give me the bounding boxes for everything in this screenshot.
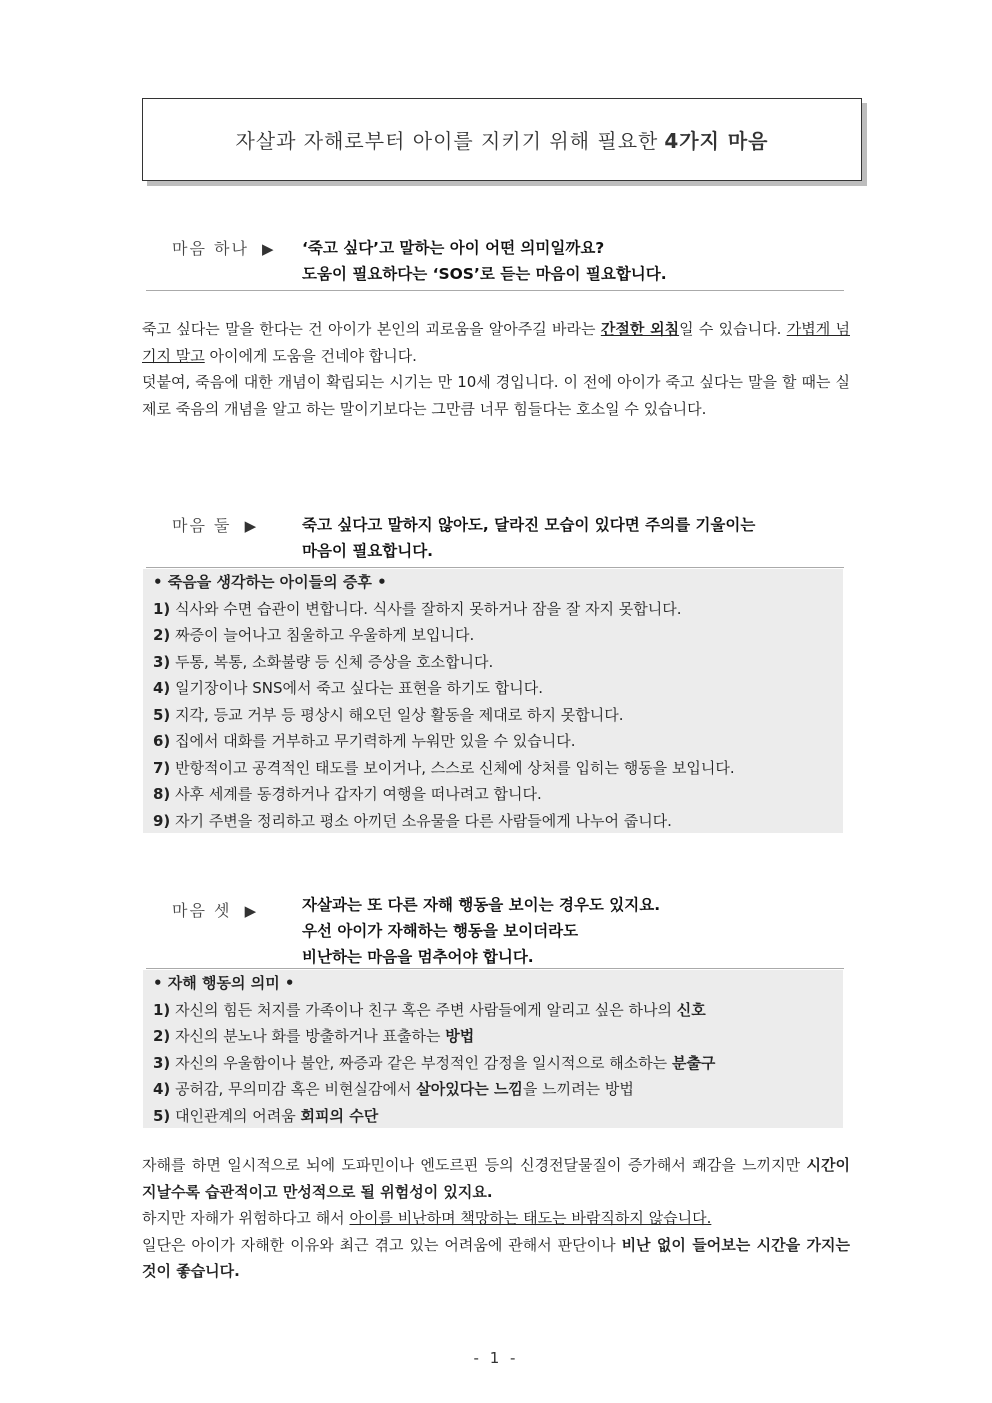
- item-emphasis: 방법: [445, 1027, 475, 1045]
- list-item: [153, 755, 843, 782]
- arrow-right-icon: ▶: [244, 517, 259, 535]
- item-number: 5): [153, 1106, 171, 1125]
- section1-label: [172, 236, 276, 259]
- item-number: 4): [153, 1080, 171, 1098]
- self-harm-box-title: • 자해 행동의 의미 •: [153, 974, 295, 992]
- section3-heading-line: 비난하는 마음을 멈추어야 합니다.: [302, 948, 534, 966]
- item-text: 일기장이나 SNS에서 죽고 싶다는 표현을 하기도 합니다.: [170, 679, 543, 697]
- section2-heading-line: 죽고 싶다고 말하지 않아도, 달라진 모습이 있다면 주의를 기울이는: [302, 516, 756, 534]
- list-item: [153, 702, 843, 729]
- item-number: 6): [153, 732, 171, 750]
- list-item: [153, 649, 843, 676]
- list-item: [153, 1076, 843, 1103]
- item-emphasis: 살아있다는 느낌: [416, 1080, 523, 1098]
- item-text: 반항적이고 공격적인 태도를 보이거나, 스스로 신체에 상처를 입히는 행동을 보입니다.: [170, 758, 735, 777]
- emphasis-text: 간절한 외침: [600, 320, 680, 338]
- section1-paragraph: [142, 316, 850, 422]
- list-item: [153, 622, 843, 649]
- list-item: [153, 808, 843, 835]
- text-run: 죽고 싶다는 말을 한다는 건 아이가 본인의 괴로움을 알아주길 바라는: [142, 320, 601, 338]
- text-run: 일 수 있습니다.: [679, 320, 787, 338]
- title-bold: 4가지 마음: [664, 129, 769, 153]
- title-box: [142, 98, 862, 181]
- item-number: 3): [153, 652, 171, 671]
- section1-heading: [302, 235, 667, 287]
- item-text: 자신의 분노나 화를 방출하거나 표출하는: [170, 1027, 446, 1045]
- emphasis-text: 시간이 지날수록 습관적이고 만성적으로 될 위험성이 있지요.: [142, 1156, 850, 1201]
- item-number: 1): [153, 1000, 171, 1019]
- signs-box-title: • 죽음을 생각하는 아이들의 증후 •: [153, 573, 387, 591]
- text-run: 아이에게 도움을 건네야 합니다.: [204, 346, 417, 365]
- section1-heading-line: 도움이 필요하다는 ‘SOS’로 듣는 마음이 필요합니다.: [302, 265, 667, 283]
- item-text: 대인관계의 어려움: [170, 1106, 301, 1125]
- item-number: 9): [153, 811, 171, 830]
- item-text: 집에서 대화를 거부하고 무기력하게 누워만 있을 수 있습니다.: [170, 732, 576, 750]
- text-run: 자해를 하면 일시적으로 뇌에 도파민이나 엔도르핀 등의 신경전달물질이 증가해서 쾌감을 느끼지만: [142, 1156, 807, 1174]
- section1-heading-line: ‘죽고 싶다’고 말하는 아이 어떤 의미일까요?: [302, 239, 605, 257]
- text-run: 하지만 자해가 위험하다고 해서: [142, 1209, 350, 1227]
- underlined-text: 가볍게 넘기지 말고: [142, 320, 850, 365]
- item-emphasis: 분출구: [671, 1053, 716, 1072]
- section3-label: [172, 898, 258, 921]
- divider: [146, 968, 844, 969]
- item-number: 3): [153, 1053, 171, 1072]
- divider: [146, 567, 844, 568]
- section1-p1: [142, 316, 850, 369]
- item-text: 공허감, 무의미감 혹은 비현실감에서: [170, 1080, 417, 1098]
- section2-label: [172, 513, 258, 536]
- item-text: 자신의 힘든 처지를 가족이나 친구 혹은 주변 사람들에게 알리고 싶은 하나의: [170, 1000, 677, 1019]
- list-item: [153, 596, 843, 623]
- arrow-right-icon: ▶: [262, 240, 276, 258]
- list-item: [153, 1103, 843, 1130]
- section2-label-text: 마음 둘: [172, 516, 232, 535]
- item-number: 7): [153, 758, 171, 777]
- section3-heading: [302, 892, 660, 970]
- underlined-text: 아이를 비난하며 책망하는 태도는 바람직하지 않습니다.: [349, 1209, 712, 1227]
- list-item: [153, 1023, 843, 1050]
- section3-heading-line: 우선 아이가 자해하는 행동을 보이더라도: [302, 922, 579, 940]
- section3-p3: [142, 1232, 850, 1285]
- self-harm-meaning-box: [143, 970, 843, 1128]
- section2-heading: [302, 512, 755, 564]
- item-number: 5): [153, 705, 171, 724]
- list-item: [153, 997, 843, 1024]
- divider: [146, 290, 844, 291]
- section3-paragraph: [142, 1152, 850, 1285]
- section1-label-text: 마음 하나: [172, 239, 249, 258]
- item-number: 2): [153, 1027, 171, 1045]
- title-text: 자살과 자해로부터 아이를 지키기 위해 필요한: [235, 129, 659, 153]
- section1-p2: 덧붙여, 죽음에 대한 개념이 확립되는 시기는 만 10세 경입니다. 이 전에 아이가 죽고 싶다는 말을 할 때는 실제로 죽음의 개념을 알고 하는 말이기보다는 그만큼 너무 힘들다는 호소일 수 있습니다.: [142, 373, 850, 418]
- item-number: 1): [153, 599, 171, 618]
- list-item: [153, 1050, 843, 1077]
- item-text-after: 을 느끼려는 방법: [522, 1080, 634, 1098]
- item-text: 자신의 우울함이나 불안, 짜증과 같은 부정적인 감정을 일시적으로 해소하는: [170, 1053, 672, 1072]
- item-text: 식사와 수면 습관이 변합니다. 식사를 잘하지 못하거나 잠을 잘 자지 못합니다.: [170, 599, 682, 618]
- list-item: [153, 675, 843, 702]
- item-emphasis: 신호: [676, 1000, 706, 1019]
- signs-box: [143, 569, 843, 833]
- item-number: 8): [153, 785, 171, 803]
- section2-heading-line: 마음이 필요합니다.: [302, 542, 434, 560]
- item-text: 두통, 복통, 소화불량 등 신체 증상을 호소합니다.: [170, 652, 494, 671]
- text-run: 일단은 아이가 자해한 이유와 최근 겪고 있는 어려움에 관해서 판단이나: [142, 1235, 622, 1254]
- section3-p1: [142, 1152, 850, 1205]
- item-text: 자기 주변을 정리하고 평소 아끼던 소유물을 다른 사람들에게 나누어 줍니다.: [170, 811, 672, 830]
- section3-heading-line: 자살과는 또 다른 자해 행동을 보이는 경우도 있지요.: [302, 896, 661, 914]
- emphasis-text: 비난 없이 들어보는 시간을 가지는 것이 좋습니다.: [142, 1235, 850, 1280]
- item-text: 사후 세계를 동경하거나 갑자기 여행을 떠나려고 합니다.: [170, 785, 542, 803]
- item-text: 지각, 등교 거부 등 평상시 해오던 일상 활동을 제대로 하지 못합니다.: [170, 705, 624, 724]
- page-number: - 1 -: [473, 1349, 519, 1367]
- item-text: 짜증이 늘어나고 침울하고 우울하게 보입니다.: [170, 626, 475, 644]
- item-number: 4): [153, 679, 171, 697]
- section3-label-text: 마음 셋: [172, 901, 232, 920]
- section3-p2: [142, 1205, 850, 1232]
- item-emphasis: 회피의 수단: [300, 1106, 379, 1125]
- item-number: 2): [153, 626, 171, 644]
- list-item: [153, 781, 843, 808]
- list-item: [153, 728, 843, 755]
- arrow-right-icon: ▶: [244, 902, 259, 920]
